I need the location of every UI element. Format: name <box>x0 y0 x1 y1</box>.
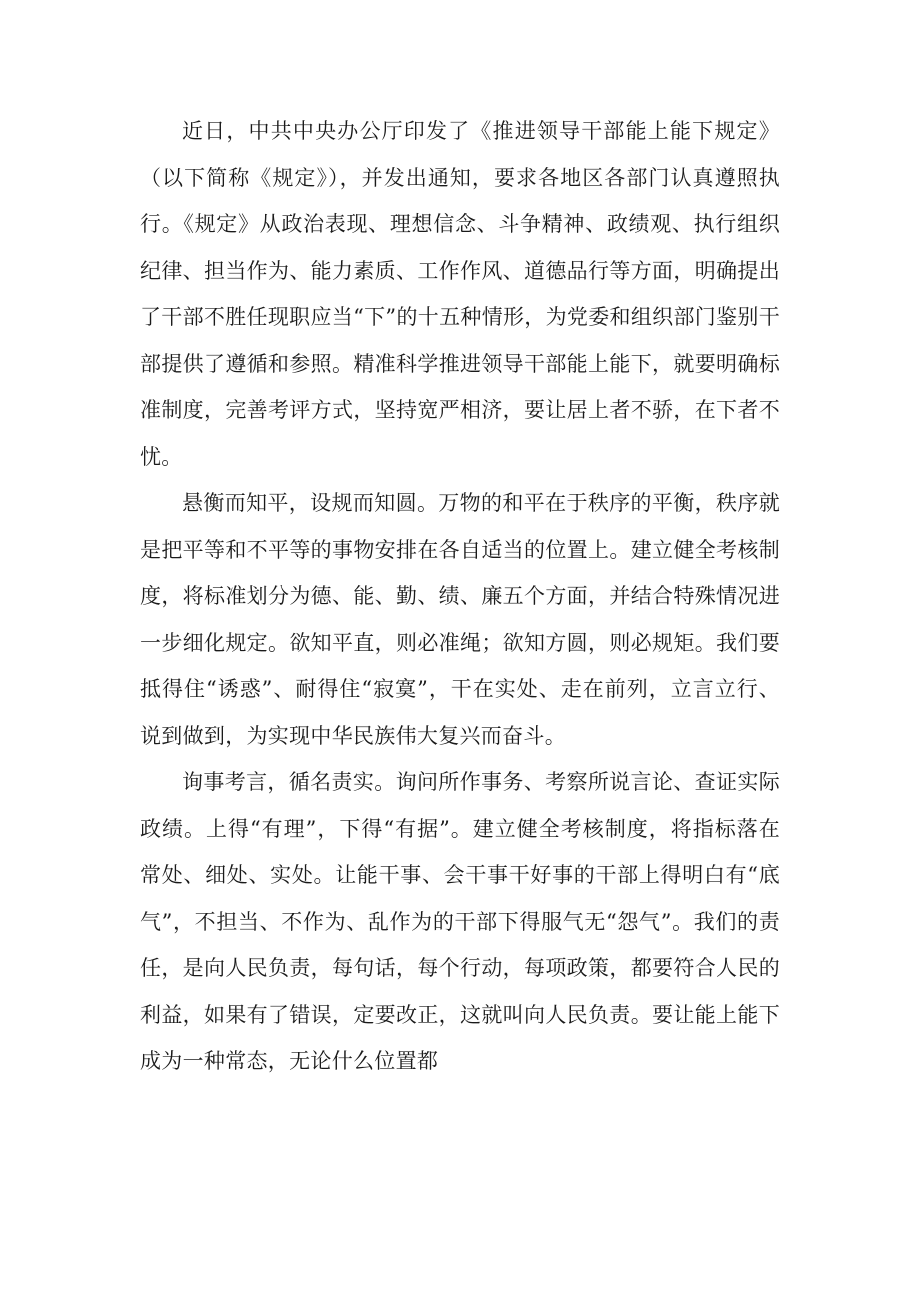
paragraph-1: 近日，中共中央办公厅印发了《推进领导干部能上能下规定》（以下简称《规定》），并发出通知，要求各地区各部门认真遵照执行。《规定》从政治表现、理想信念、斗争精神、政绩观、执行组织纪律、担当作为、能力素质、工作作风、道德品行等方面，明确提出了干部不胜任现职应当“下”的十五种情形，为党委和组织部门鉴别干部提供了遵循和参照。精准科学推进领导干部能上能下，就要明确标准制度，完善考评方式，坚持宽严相济，要让居上者不骄，在下者不忧。 <box>140 119 780 469</box>
paragraph-3: 询事考言，循名责实。询问所作事务、考察所说言论、查证实际政绩。上得“有理”，下得“有据”。建立健全考核制度，将指标落在常处、细处、实处。让能干事、会干事干好事的干部上得明白有“底气”，不担当、不作为、乱作为的干部下得服气无“怨气”。我们的责任，是向人民负责，每句话，每个行动，每项政策，都要符合人民的利益，如果有了错误，定要改正，这就叫向人民负责。要让能上能下成为一种常态，无论什么位置都 <box>140 770 780 1073</box>
document-body <box>140 108 780 1085</box>
paragraph-2: 悬衡而知平，设规而知圆。万物的和平在于秩序的平衡，秩序就是把平等和不平等的事物安排在各自适当的位置上。建立健全考核制度，将标准划分为德、能、勤、绩、廉五个方面，并结合特殊情况进一步细化规定。欲知平直，则必准绳；欲知方圆，则必规矩。我们要抵得住“诱惑”、耐得住“寂寞”，干在实处、走在前列，立言立行、说到做到，为实现中华民族伟大复兴而奋斗。 <box>140 491 780 748</box>
